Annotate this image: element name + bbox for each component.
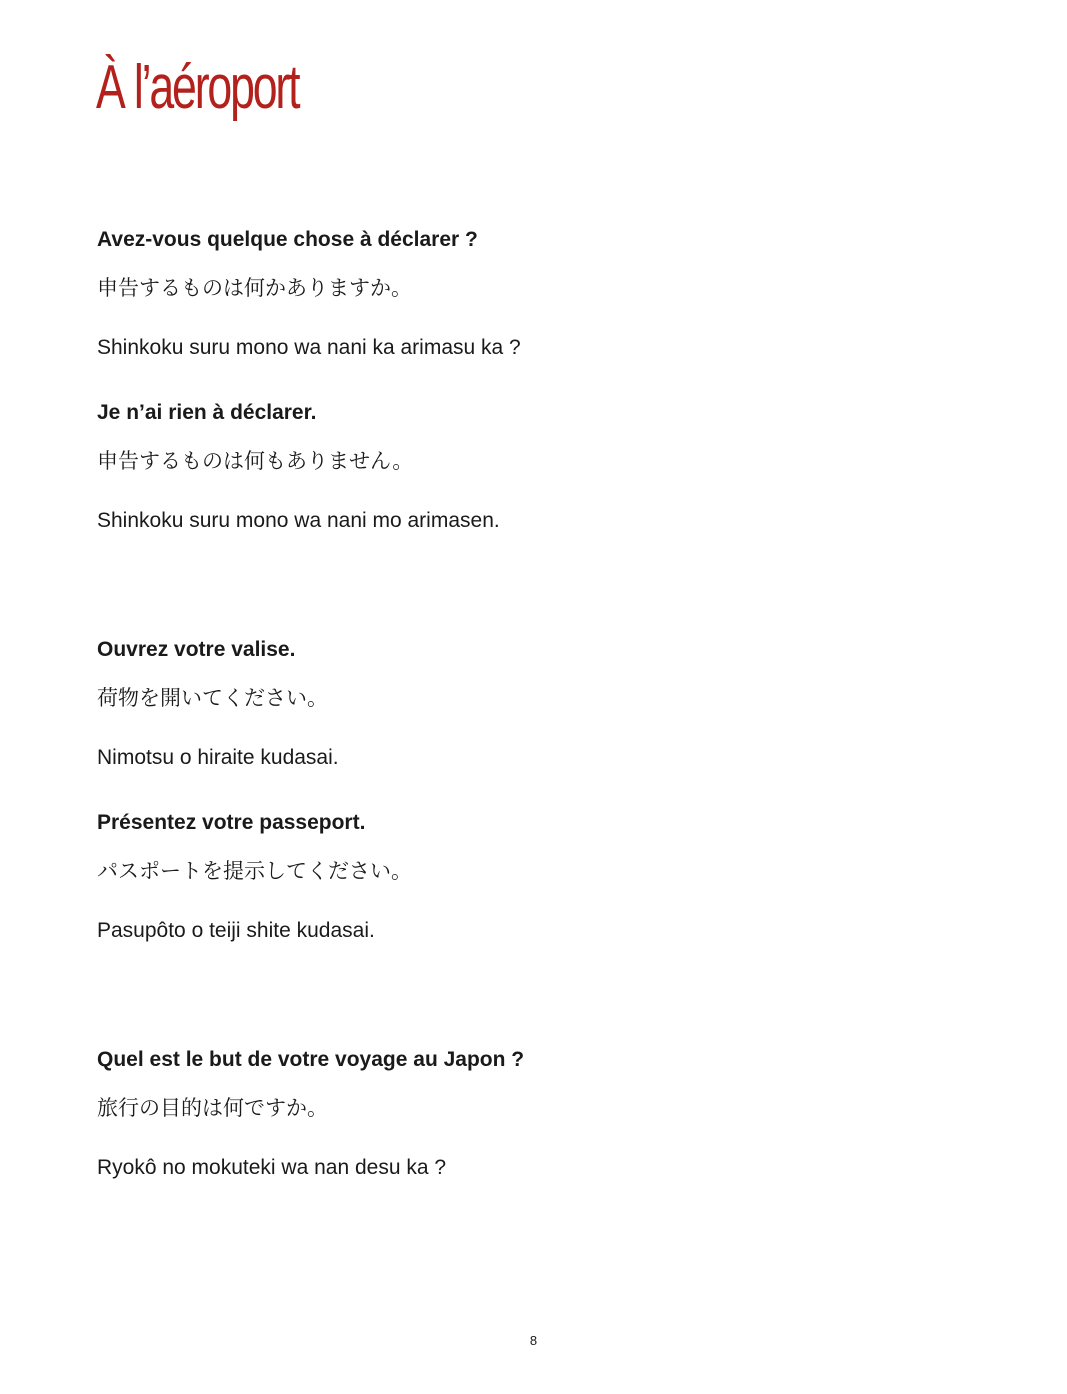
japanese-phrase: 荷物を開いてください。 bbox=[97, 686, 328, 710]
phrase-block bbox=[97, 637, 997, 771]
romaji-phrase: Ryokô no mokuteki wa nan desu ka ? bbox=[97, 1156, 447, 1179]
french-phrase: Ouvrez votre valise. bbox=[97, 638, 296, 661]
phrase-block bbox=[97, 400, 997, 534]
french-phrase: Quel est le but de votre voyage au Japon ? bbox=[97, 1048, 525, 1071]
romaji-phrase: Nimotsu o hiraite kudasai. bbox=[97, 746, 339, 769]
japanese-phrase: パスポートを提示してください。 bbox=[97, 859, 412, 883]
romaji-phrase: Pasupôto o teiji shite kudasai. bbox=[97, 919, 375, 942]
japanese-phrase: 申告するものは何かありますか。 bbox=[97, 276, 412, 300]
japanese-phrase: 旅行の目的は何ですか。 bbox=[97, 1096, 328, 1120]
french-phrase: Présentez votre passeport. bbox=[97, 811, 366, 834]
page-title: À l’aéroport bbox=[96, 53, 299, 122]
phrase-block bbox=[97, 1047, 997, 1181]
french-phrase: Avez-vous quelque chose à déclarer ? bbox=[97, 228, 478, 251]
romaji-phrase: Shinkoku suru mono wa nani ka arimasu ka ? bbox=[97, 336, 521, 359]
romaji-phrase: Shinkoku suru mono wa nani mo arimasen. bbox=[97, 509, 500, 532]
phrase-block bbox=[97, 227, 997, 361]
phrase-block bbox=[97, 810, 997, 944]
french-phrase: Je n’ai rien à déclarer. bbox=[97, 401, 317, 424]
japanese-phrase: 申告するものは何もありません。 bbox=[97, 449, 414, 473]
page-number: 8 bbox=[529, 1333, 538, 1348]
